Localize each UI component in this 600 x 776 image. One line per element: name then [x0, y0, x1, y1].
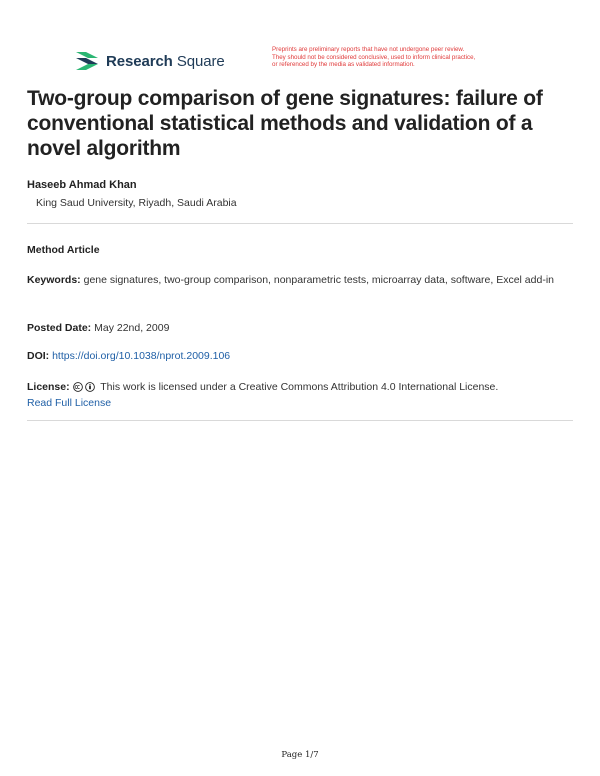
disclaimer-line: They should not be considered conclusive, used to inform clinical practice, — [272, 53, 476, 61]
author-affiliation: King Saud University, Riyadh, Saudi Arabia — [36, 197, 237, 209]
divider — [27, 223, 573, 224]
keywords — [27, 272, 573, 288]
disclaimer-line: Preprints are preliminary reports that have not undergone peer review. — [272, 46, 465, 53]
posted-date-label: Posted Date: — [27, 322, 92, 334]
license-text: This work is licensed under a Creative Commons Attribution 4.0 International License. — [100, 381, 499, 393]
license-label: License: — [27, 381, 70, 393]
keywords-value: gene signatures, two-group comparison, nonparametric tests, microarray data, software, Excel add-in — [83, 274, 554, 286]
read-full-license-link[interactable]: Read Full License — [27, 397, 112, 409]
doi — [27, 348, 573, 364]
research-square-logo[interactable] — [74, 50, 225, 72]
keywords-label: Keywords: — [27, 274, 81, 286]
attribution-icon — [85, 382, 95, 392]
author-name: Haseeb Ahmad Khan — [27, 179, 137, 191]
divider — [27, 420, 573, 421]
page-number: Page 1/7 — [281, 750, 319, 760]
posted-date-value: May 22nd, 2009 — [94, 322, 170, 334]
posted-date — [27, 320, 573, 336]
creative-commons-icon — [73, 382, 83, 392]
disclaimer-line: or referenced by the media as validated information. — [272, 61, 415, 69]
logo-research: Research — [106, 52, 173, 70]
logo-square: Square — [176, 52, 225, 70]
preprint-disclaimer — [272, 46, 562, 69]
logo-text — [106, 54, 225, 69]
doi-link[interactable]: https://doi.org/10.1038/nprot.2009.106 — [52, 350, 231, 362]
license-icons — [73, 382, 95, 392]
license — [27, 379, 573, 411]
research-square-logo-icon — [74, 50, 100, 72]
article-title: Two-group comparison of gene signatures: failure of conventional statistical methods and validation of a novel algorithm — [27, 87, 543, 160]
article-type: Method Article — [27, 244, 100, 256]
doi-label: DOI: — [27, 350, 50, 362]
